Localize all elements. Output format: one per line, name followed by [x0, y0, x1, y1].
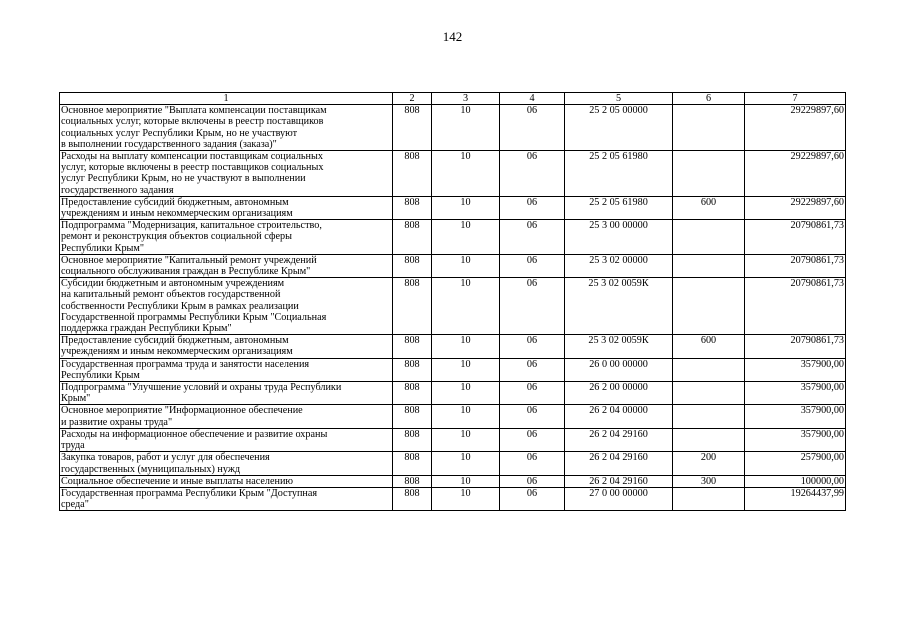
table-row: [60, 105, 846, 151]
row-name: [60, 487, 393, 510]
row-name-line: Социальное обеспечение и иные выплаты населению: [61, 475, 294, 487]
table-row: [60, 254, 846, 277]
subsection-code: 06: [500, 428, 565, 451]
row-name: [60, 151, 393, 197]
amount: 19264437,99: [745, 487, 846, 510]
expense-type-code: [673, 487, 745, 510]
amount: 357900,00: [745, 382, 846, 405]
row-name-line: Республики Крым": [61, 242, 144, 254]
amount: 29229897,60: [745, 105, 846, 151]
expense-type-code: [673, 220, 745, 255]
row-name-line: на капитальный ремонт объектов государственной: [61, 289, 281, 301]
target-article-code: 26 2 04 00000: [565, 405, 673, 428]
target-article-code: 25 3 02 00000: [565, 254, 673, 277]
row-name: [60, 428, 393, 451]
row-name: [60, 254, 393, 277]
header-col-2: 2: [393, 93, 432, 105]
expense-type-code: 600: [673, 335, 745, 358]
target-article-code: 26 2 04 29160: [565, 452, 673, 475]
subsection-code: 06: [500, 475, 565, 487]
target-article-code: 25 2 05 61980: [565, 196, 673, 219]
target-article-code: 26 2 04 29160: [565, 428, 673, 451]
row-name-line: социальных услуг Республики Крым, но не участвуют: [61, 127, 298, 139]
subsection-code: 06: [500, 452, 565, 475]
admin-code: 808: [393, 405, 432, 428]
table-row: [60, 382, 846, 405]
target-article-code: 26 2 00 00000: [565, 382, 673, 405]
section-code: 10: [432, 405, 500, 428]
amount: 357900,00: [745, 358, 846, 381]
row-name-line: социального обслуживания граждан в Республике Крым": [61, 266, 311, 278]
row-name-line: Расходы на информационное обеспечение и развитие охраны: [61, 428, 328, 440]
row-name-line: Предоставление субсидий бюджетным, автономным: [61, 335, 289, 347]
expense-type-code: 300: [673, 475, 745, 487]
header-row: [60, 93, 846, 105]
subsection-code: 06: [500, 254, 565, 277]
expense-type-code: [673, 278, 745, 335]
row-name: [60, 405, 393, 428]
subsection-code: 06: [500, 487, 565, 510]
expense-type-code: [673, 382, 745, 405]
table-row: [60, 428, 846, 451]
row-name-line: Закупка товаров, работ и услуг для обеспечения: [61, 452, 270, 464]
row-name-line: государственных (муниципальных) нужд: [61, 463, 241, 475]
target-article-code: 26 0 00 00000: [565, 358, 673, 381]
section-code: 10: [432, 487, 500, 510]
subsection-code: 06: [500, 278, 565, 335]
section-code: 10: [432, 382, 500, 405]
subsection-code: 06: [500, 105, 565, 151]
admin-code: 808: [393, 335, 432, 358]
target-article-code: 26 2 04 29160: [565, 475, 673, 487]
admin-code: 808: [393, 452, 432, 475]
section-code: 10: [432, 428, 500, 451]
admin-code: 808: [393, 254, 432, 277]
section-code: 10: [432, 220, 500, 255]
row-name: [60, 452, 393, 475]
section-code: 10: [432, 151, 500, 197]
admin-code: 808: [393, 475, 432, 487]
section-code: 10: [432, 335, 500, 358]
row-name-line: ремонт и реконструкция объектов социальной сферы: [61, 231, 292, 243]
section-code: 10: [432, 358, 500, 381]
row-name-line: среда": [61, 499, 89, 511]
row-name: [60, 335, 393, 358]
row-name-line: Государственная программа Республики Крым "Доступная: [61, 487, 318, 499]
row-name-line: и развитие охраны труда": [61, 416, 173, 428]
target-article-code: 27 0 00 00000: [565, 487, 673, 510]
row-name-line: Подпрограмма "Улучшение условий и охраны труда Республики: [61, 382, 342, 394]
amount: 100000,00: [745, 475, 846, 487]
subsection-code: 06: [500, 358, 565, 381]
expense-type-code: 600: [673, 196, 745, 219]
budget-table: [59, 92, 846, 511]
header-col-7: 7: [745, 93, 846, 105]
admin-code: 808: [393, 428, 432, 451]
expense-type-code: 200: [673, 452, 745, 475]
row-name-line: социальных услуг, которые включены в реестр поставщиков: [61, 116, 324, 128]
subsection-code: 06: [500, 335, 565, 358]
row-name-line: Субсидии бюджетным и автономным учреждениям: [61, 278, 285, 290]
row-name-line: услуг, которые включены в реестр поставщиков социальных: [61, 162, 324, 174]
row-name-line: Основное мероприятие "Информационное обеспечение: [61, 405, 303, 417]
row-name-line: Республики Крым: [61, 369, 140, 381]
row-name-line: собственности Республики Крым в рамках реализации: [61, 300, 299, 312]
row-name-line: в выполнении государственного задания (заказа)": [61, 138, 277, 150]
row-name-line: государственного задания: [61, 184, 174, 196]
section-code: 10: [432, 105, 500, 151]
target-article-code: 25 3 02 0059К: [565, 278, 673, 335]
amount: 257900,00: [745, 452, 846, 475]
amount: 20790861,73: [745, 278, 846, 335]
header-col-1: 1: [60, 93, 393, 105]
expense-type-code: [673, 151, 745, 197]
header-col-3: 3: [432, 93, 500, 105]
row-name: [60, 475, 393, 487]
subsection-code: 06: [500, 382, 565, 405]
subsection-code: 06: [500, 196, 565, 219]
subsection-code: 06: [500, 220, 565, 255]
target-article-code: 25 2 05 61980: [565, 151, 673, 197]
table-row: [60, 487, 846, 510]
section-code: 10: [432, 278, 500, 335]
row-name: [60, 278, 393, 335]
table-row: [60, 151, 846, 197]
row-name-line: Основное мероприятие "Капитальный ремонт учреждений: [61, 254, 317, 266]
row-name-line: Подпрограмма "Модернизация, капитальное строительство,: [61, 220, 322, 232]
header-col-6: 6: [673, 93, 745, 105]
section-code: 10: [432, 196, 500, 219]
amount: 357900,00: [745, 405, 846, 428]
row-name-line: учреждениям и иным некоммерческим организациям: [61, 346, 293, 358]
row-name: [60, 220, 393, 255]
table-row: [60, 358, 846, 381]
table-row: [60, 278, 846, 335]
header-col-4: 4: [500, 93, 565, 105]
page-number: 142: [442, 29, 463, 44]
target-article-code: 25 2 05 00000: [565, 105, 673, 151]
row-name: [60, 382, 393, 405]
admin-code: 808: [393, 278, 432, 335]
admin-code: 808: [393, 382, 432, 405]
table-row: [60, 475, 846, 487]
row-name-line: Государственная программа труда и занятости населения: [61, 358, 310, 370]
amount: 20790861,73: [745, 335, 846, 358]
admin-code: 808: [393, 196, 432, 219]
row-name: [60, 196, 393, 219]
admin-code: 808: [393, 220, 432, 255]
subsection-code: 06: [500, 405, 565, 428]
admin-code: 808: [393, 105, 432, 151]
row-name-line: Предоставление субсидий бюджетным, автономным: [61, 196, 289, 208]
row-name: [60, 105, 393, 151]
expense-type-code: [673, 428, 745, 451]
table-body: [60, 105, 846, 511]
expense-type-code: [673, 405, 745, 428]
header-col-5: 5: [565, 93, 673, 105]
amount: 29229897,60: [745, 151, 846, 197]
section-code: 10: [432, 452, 500, 475]
table-row: [60, 220, 846, 255]
table-row: [60, 196, 846, 219]
target-article-code: 25 3 02 0059К: [565, 335, 673, 358]
expense-type-code: [673, 105, 745, 151]
table-row: [60, 405, 846, 428]
amount: 20790861,73: [745, 220, 846, 255]
row-name-line: Основное мероприятие "Выплата компенсации поставщикам: [61, 105, 327, 117]
row-name-line: учреждениям и иным некоммерческим организациям: [61, 208, 293, 220]
amount: 20790861,73: [745, 254, 846, 277]
admin-code: 808: [393, 487, 432, 510]
amount: 29229897,60: [745, 196, 846, 219]
row-name-line: Расходы на выплату компенсации поставщикам социальных: [61, 151, 323, 163]
amount: 357900,00: [745, 428, 846, 451]
expense-type-code: [673, 254, 745, 277]
subsection-code: 06: [500, 151, 565, 197]
row-name: [60, 358, 393, 381]
table-row: [60, 335, 846, 358]
section-code: 10: [432, 475, 500, 487]
row-name-line: Крым": [61, 393, 91, 405]
row-name-line: услуг Республики Крым, но не участвуют в выполнении: [61, 173, 306, 185]
expense-type-code: [673, 358, 745, 381]
target-article-code: 25 3 00 00000: [565, 220, 673, 255]
admin-code: 808: [393, 151, 432, 197]
row-name-line: труда: [61, 440, 85, 452]
row-name-line: поддержка граждан Республики Крым": [61, 323, 232, 335]
section-code: 10: [432, 254, 500, 277]
row-name-line: Государственной программы Республики Крым "Социальная: [61, 311, 327, 323]
table-row: [60, 452, 846, 475]
admin-code: 808: [393, 358, 432, 381]
